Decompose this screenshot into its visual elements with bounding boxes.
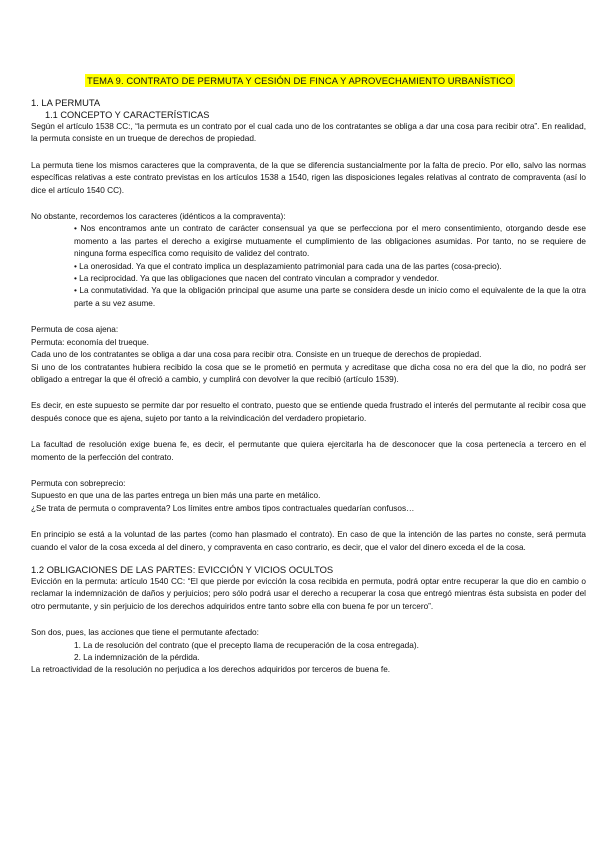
principio-paragraph: En principio se está a la voluntad de las partes (como han plasmado el contrato). En caso de que la intención de las partes no conste, será permuta cuando el valor de la cosa exceda al del dinero, y compraventa en caso contrario, es decir, que el valor del dinero exceda el de la cosa. [31,530,586,552]
subsection-heading: 1.2 OBLIGACIONES DE LAS PARTES: EVICCIÓN Y VICIOS OCULTOS [31,563,334,575]
bullet-item: • La onerosidad. Ya que el contrato implica un desplazamiento patrimonial para cada una de las partes (cosa-precio). [74,261,502,271]
retroactividad-paragraph: La retroactividad de la resolución no perjudica a los derechos adquiridos por terceros de buena fe. [31,665,391,675]
characters-paragraph: La permuta tiene los mismos caracteres que la compraventa, de la que se diferencia sustancialmente por la falta de precio. Por ello, salvo las normas específicas relativas a este contrato previstas en los artículos 1538 a 1540, rigen las disposiciones legales relativas al contrato de compraventa (así lo dice el artículo 1540 CC). [31,160,586,195]
eviccion-paragraph: Evicción en la permuta: artículo 1540 CC: “El que pierde por evicción la cosa recibida en permuta, podrá optar entre recuperar la que dio en cambio o reclamar la indemnización de daños y perjuicios; pero sólo podrá usar el derecho a recuperar la cosa que entregó mientras ésta subsista en poder del otro permutante, y sin perjuicio de los derechos adquiridos entre tanto sobre ella con buena fe por un tercero”. [31,576,586,611]
definition-paragraph: Según el artículo 1538 CC:, “la permuta es un contrato por el cual cada uno de los contratantes se obliga a dar una cosa para recibir otra”. En realidad, la permuta consiste en un trueque de derechos de propiedad. [31,122,586,144]
sobreprecio-line: ¿Se trata de permuta o compraventa? Los límites entre ambos tipos contractuales quedarían confusos… [31,503,415,513]
sobreprecio-heading: Permuta con sobreprecio: [31,478,126,488]
bullet-item: • Nos encontramos ante un contrato de carácter consensual ya que se perfecciona por el mero consentimiento, otorgando desde ese momento a las partes el derecho a exigirse mutuamente el cumplimiento de las obligaciones asumidas. Por tanto, no se requiere de ninguna forma específica como requisito de validez del contrato. [74,224,586,259]
es-decir-paragraph: Es decir, en este supuesto se permite dar por resuelto el contrato, puesto que se entiende queda frustrado el interés del permutante al recibir cosa que después conoce que es ajena, sujeto por tanto a la reivindicación del verdadero propietario. [31,401,586,423]
acciones-paragraph: Son dos, pues, las acciones que tiene el permutante afectado: [31,628,259,638]
sobreprecio-line: Supuesto en que una de las partes entrega un bien más una parte en metálico. [31,491,321,501]
bullet-item: • La reciprocidad. Ya que las obligaciones que nacen del contrato vinculan a comprador y vendedor. [74,274,439,284]
section-heading: 1. LA PERMUTA [31,97,101,108]
title-wrap [0,71,600,89]
document-title: TEMA 9. CONTRATO DE PERMUTA Y CESIÓN DE FINCA Y APROVECHAMIENTO URBANÍSTICO [87,75,513,86]
cosa-ajena-line: Permuta: economía del trueque. [31,337,149,347]
cosa-ajena-line: Si uno de los contratantes hubiera recibido la cosa que se le prometió en permuta y acreditase que dicha cosa no era del que la dio, no podrá ser obligado a entregar la que él ofreció a cambio, y cumplirá con devolver la que recibió (artículo 1539). [31,362,586,384]
no-obstante-paragraph: No obstante, recordemos los caracteres (idénticos a la compraventa): [31,212,286,222]
cosa-ajena-line: Cada uno de los contratantes se obliga a dar una cosa para recibir otra. Consiste en un trueque de derechos de propiedad. [31,350,482,360]
subsection-heading: 1.1 CONCEPTO Y CARACTERÍSTICAS [45,110,210,120]
document-body [31,97,586,677]
bullet-item: • La conmutatividad. Ya que la obligación principal que asume una parte se considera desde un inicio como el equivalente de la que la otra parte a su vez asume. [74,286,586,308]
facultad-paragraph: La facultad de resolución exige buena fe, es decir, el permutante que quiera ejercitarla ha de desconocer que la cosa pertenecía a tercero en el momento de la perfección del contrato. [31,440,586,462]
cosa-ajena-heading: Permuta de cosa ajena: [31,325,119,335]
numbered-item: 1. La de resolución del contrato (que el precepto llama de recuperación de la cosa entregada). [74,640,419,650]
numbered-item: 2. La indemnización de la pérdida. [74,653,200,662]
